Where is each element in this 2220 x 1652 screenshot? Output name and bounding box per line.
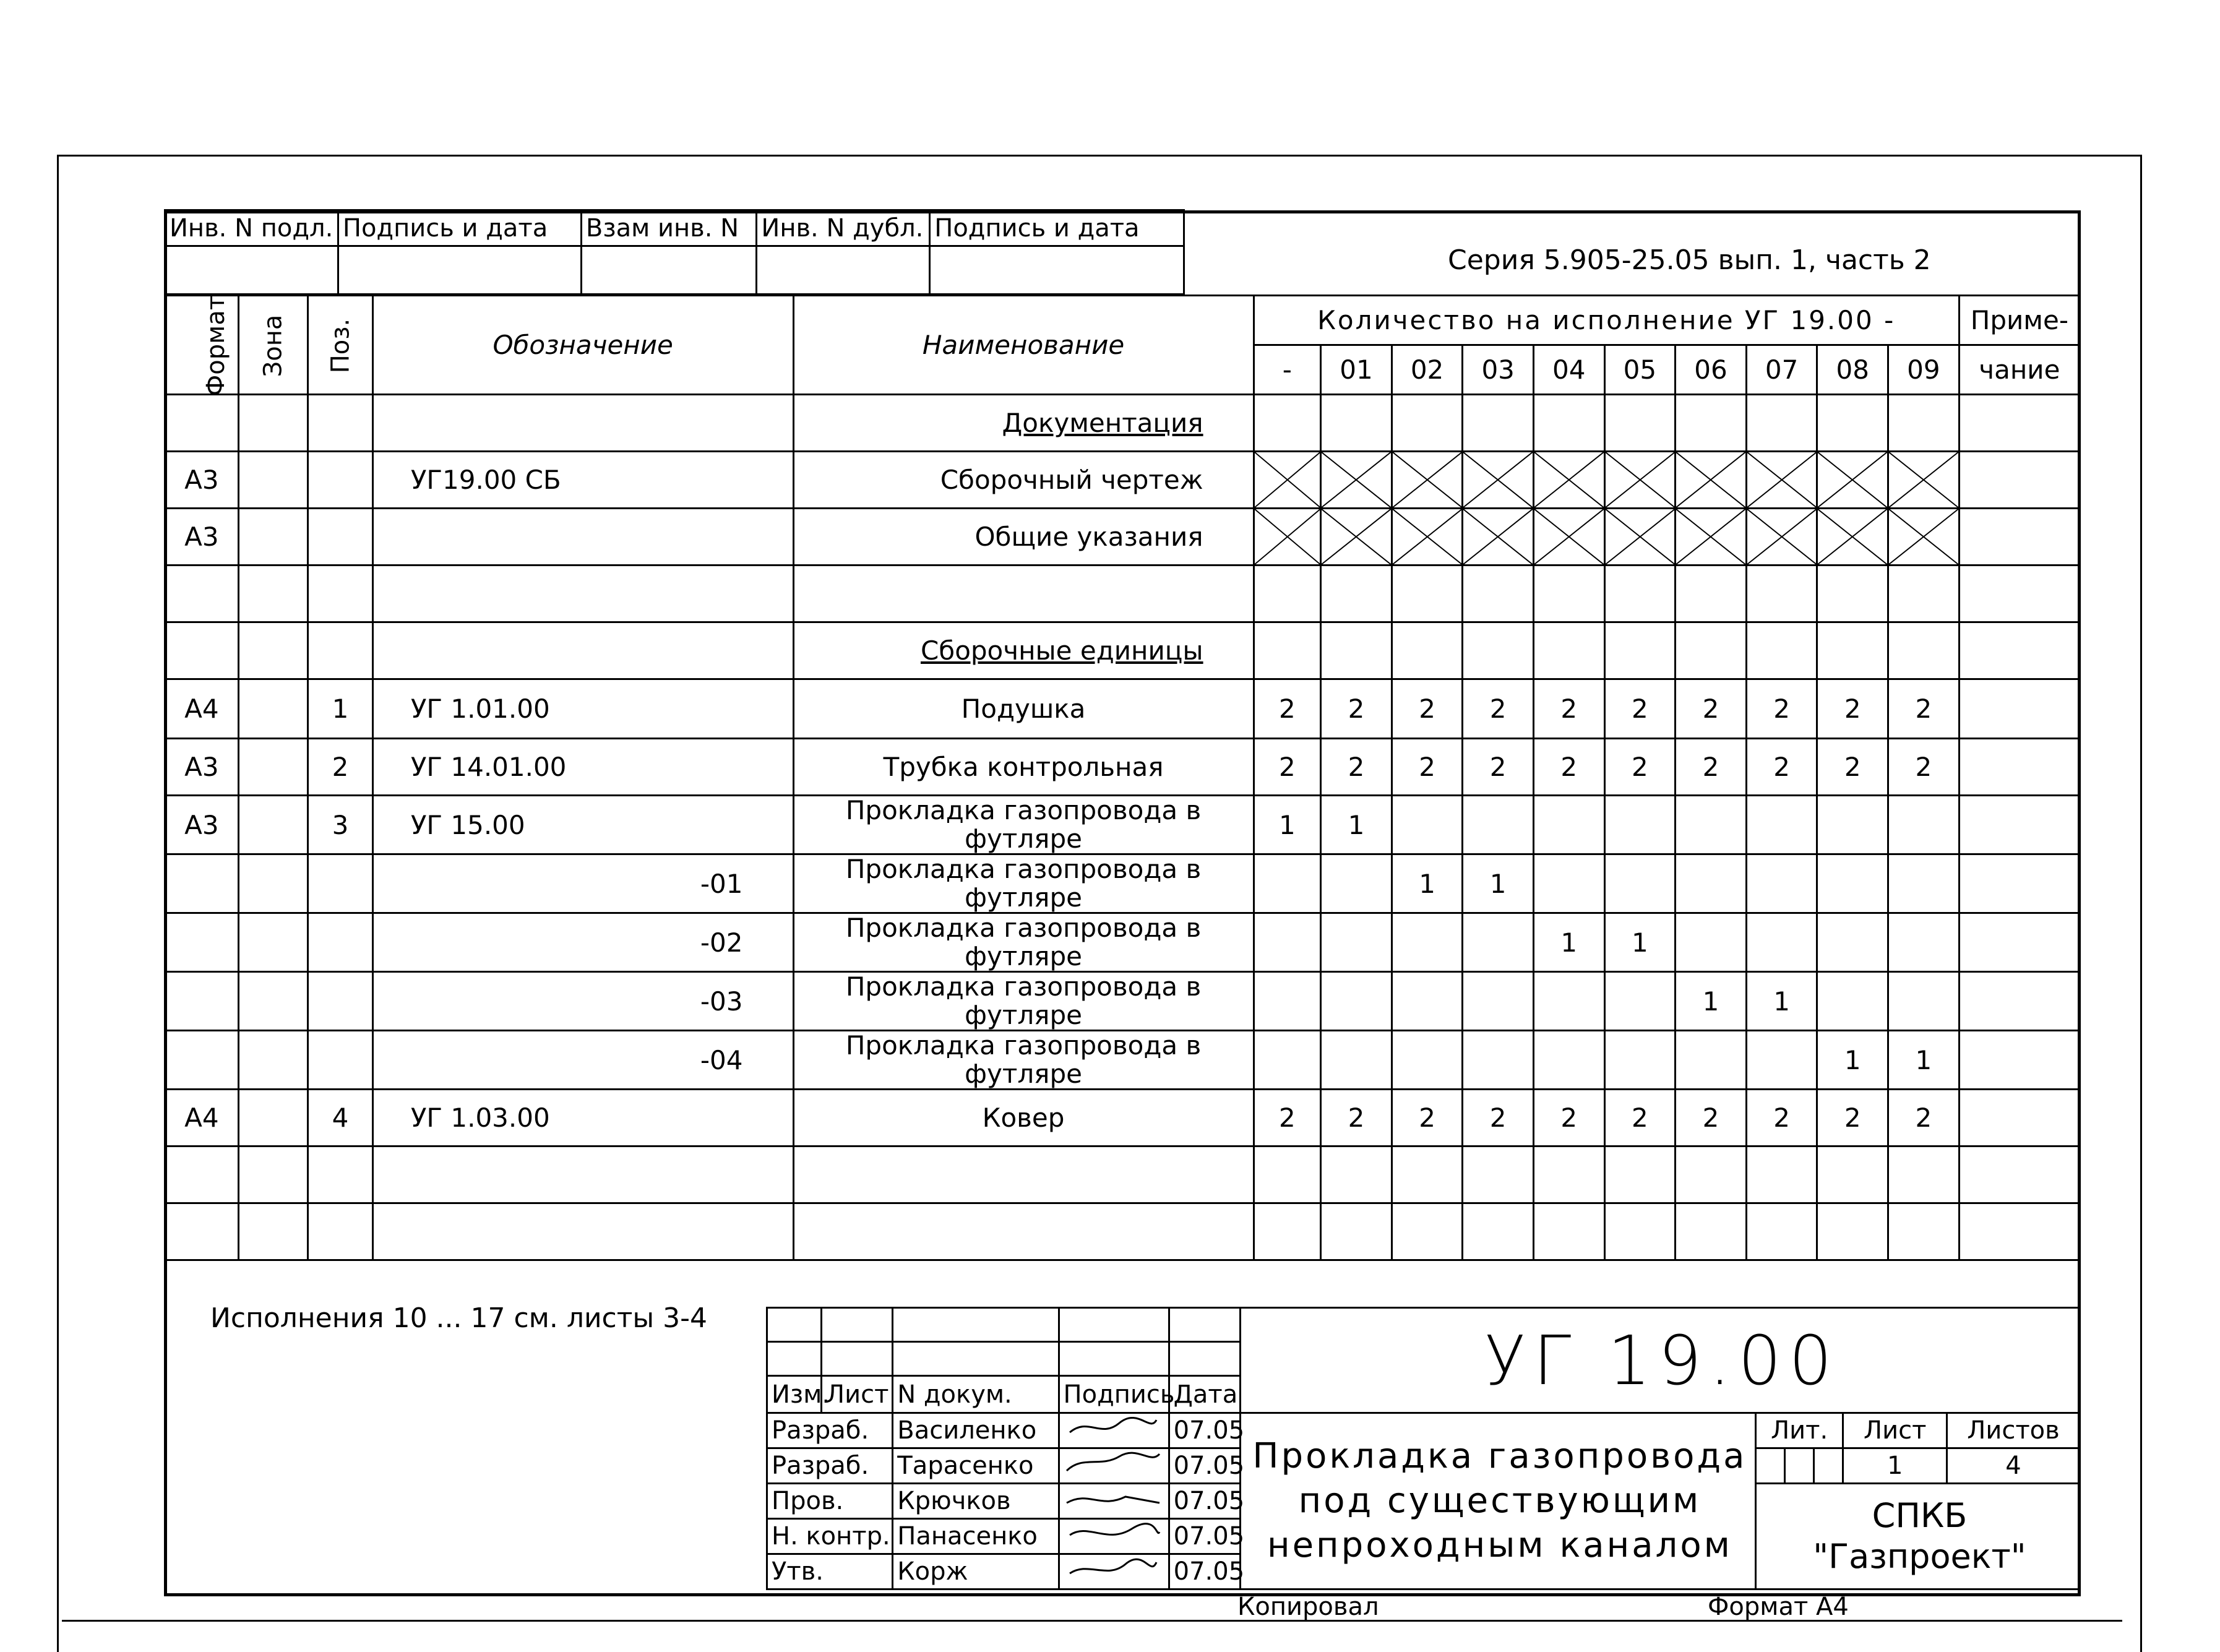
document-name: Прокладка газопровода под существующим непроходным каналом	[1240, 1413, 1755, 1590]
lit-header: Лит.	[1755, 1413, 1843, 1448]
col-pos: Поз.	[308, 296, 373, 395]
signature	[1059, 1519, 1169, 1554]
col-data: Дата	[1169, 1376, 1240, 1413]
cross-cell	[1254, 509, 1321, 566]
cross-cell	[1888, 509, 1960, 566]
cross-cell	[1604, 509, 1676, 566]
bottom-line	[62, 1620, 2122, 1622]
col-izm: Изм.	[767, 1376, 822, 1413]
cross-cell	[1392, 509, 1463, 566]
cross-cell	[1746, 509, 1817, 566]
col-zone: Зона	[238, 296, 308, 395]
variant-header: 05	[1604, 345, 1676, 395]
cross-cell	[1676, 452, 1747, 509]
cross-cell	[1676, 509, 1747, 566]
variant-header: -	[1254, 345, 1321, 395]
table-row: -03 Прокладка газопровода в футляре 1 1	[165, 972, 2080, 1031]
copied-label: Копировал	[1237, 1593, 1379, 1621]
table-row: -02 Прокладка газопровода в футляре 1 1	[165, 913, 2080, 972]
variant-header: 03	[1463, 345, 1534, 395]
table-row: А3 2 УГ 14.01.00 Трубка контрольная 2 2 2 2 2 2 2 2 2 2	[165, 739, 2080, 796]
table-row: -04 Прокладка газопровода в футляре 1 1	[165, 1031, 2080, 1090]
sheets-value: 4	[1947, 1448, 2080, 1484]
top-stamp	[164, 209, 1185, 295]
cross-cell	[1463, 509, 1534, 566]
section-assembly-units: Сборочные единицы	[793, 622, 1254, 679]
cross-cell	[1533, 452, 1604, 509]
cross-cell	[1604, 452, 1676, 509]
stamp-inv-podl: Инв. N подл.	[165, 210, 338, 246]
table-row: А3 Общие указания	[165, 509, 2080, 566]
variant-header: 08	[1817, 345, 1888, 395]
signature	[1059, 1554, 1169, 1590]
stamp-podpis-data: Подпись и дата	[338, 210, 581, 246]
variant-header: 06	[1676, 345, 1747, 395]
col-format: Формат	[165, 296, 239, 395]
table-row: А3 УГ19.00 СБ Сборочный чертеж	[165, 452, 2080, 509]
cross-cell	[1888, 452, 1960, 509]
stamp-podpis-data-2: Подпись и дата	[930, 210, 1184, 246]
cross-cell	[1817, 509, 1888, 566]
col-note-2: чание	[1959, 345, 2080, 395]
table-row: А3 3 УГ 15.00 Прокладка газопровода в футляре 1 1	[165, 796, 2080, 854]
signature	[1059, 1448, 1169, 1484]
variants-note: Исполнения 10 ... 17 см. листы 3-4	[210, 1302, 707, 1334]
col-designation: Обозначение	[372, 296, 793, 395]
cross-cell	[1463, 452, 1534, 509]
sheet-header: Лист	[1843, 1413, 1947, 1448]
cross-cell	[1254, 452, 1321, 509]
section-documentation: Документация	[793, 395, 1254, 452]
variant-header: 09	[1888, 345, 1960, 395]
specification-table	[164, 295, 2081, 1261]
sheets-header: Листов	[1947, 1413, 2080, 1448]
series-label: Серия 5.905-25.05 вып. 1, часть 2	[1448, 244, 1931, 276]
col-list: Лист	[822, 1376, 893, 1413]
col-ndok: N докум.	[893, 1376, 1059, 1413]
drawing-code: УГ 19.00	[1240, 1308, 2080, 1413]
cross-cell	[1321, 509, 1392, 566]
signature	[1059, 1413, 1169, 1448]
variant-header: 07	[1746, 345, 1817, 395]
title-block: УГ 19.00 Изм. Лист N докум. Подпись Дата Разраб. Василенко 07.05 Прокладка газопровода под существующим непроходным каналом Лит. Лист Листов Разраб. Тарасенко 07.05 1 4 Пров. Крючков 07.05 СПКБ "Газпроект" Н. контр. Панасенко 07.05 Утв. Корж 07.05	[766, 1307, 2081, 1590]
table-row: А4 1 УГ 1.01.00 Подушка 2 2 2 2 2 2 2 2 2 2	[165, 679, 2080, 739]
variant-header: 04	[1533, 345, 1604, 395]
cross-cell	[1817, 452, 1888, 509]
cross-cell	[1533, 509, 1604, 566]
signature	[1059, 1484, 1169, 1519]
col-podpis: Подпись	[1059, 1376, 1169, 1413]
format-label: Формат А4	[1708, 1593, 1849, 1621]
variant-header: 01	[1321, 345, 1392, 395]
organization: СПКБ "Газпроект"	[1755, 1484, 2080, 1590]
col-qty: Количество на исполнение УГ 19.00 -	[1254, 296, 1959, 345]
stamp-vzam-inv: Взам инв. N	[581, 210, 757, 246]
sheet-value: 1	[1843, 1448, 1947, 1484]
table-row: А4 4 УГ 1.03.00 Ковер 2 2 2 2 2 2 2 2 2 2	[165, 1090, 2080, 1147]
col-name: Наименование	[793, 296, 1254, 395]
stamp-inv-dubl: Инв. N дубл.	[757, 210, 930, 246]
variant-header: 02	[1392, 345, 1463, 395]
table-row: -01 Прокладка газопровода в футляре 1 1	[165, 854, 2080, 913]
cross-cell	[1392, 452, 1463, 509]
cross-cell	[1746, 452, 1817, 509]
col-note-1: Приме-	[1959, 296, 2080, 345]
cross-cell	[1321, 452, 1392, 509]
